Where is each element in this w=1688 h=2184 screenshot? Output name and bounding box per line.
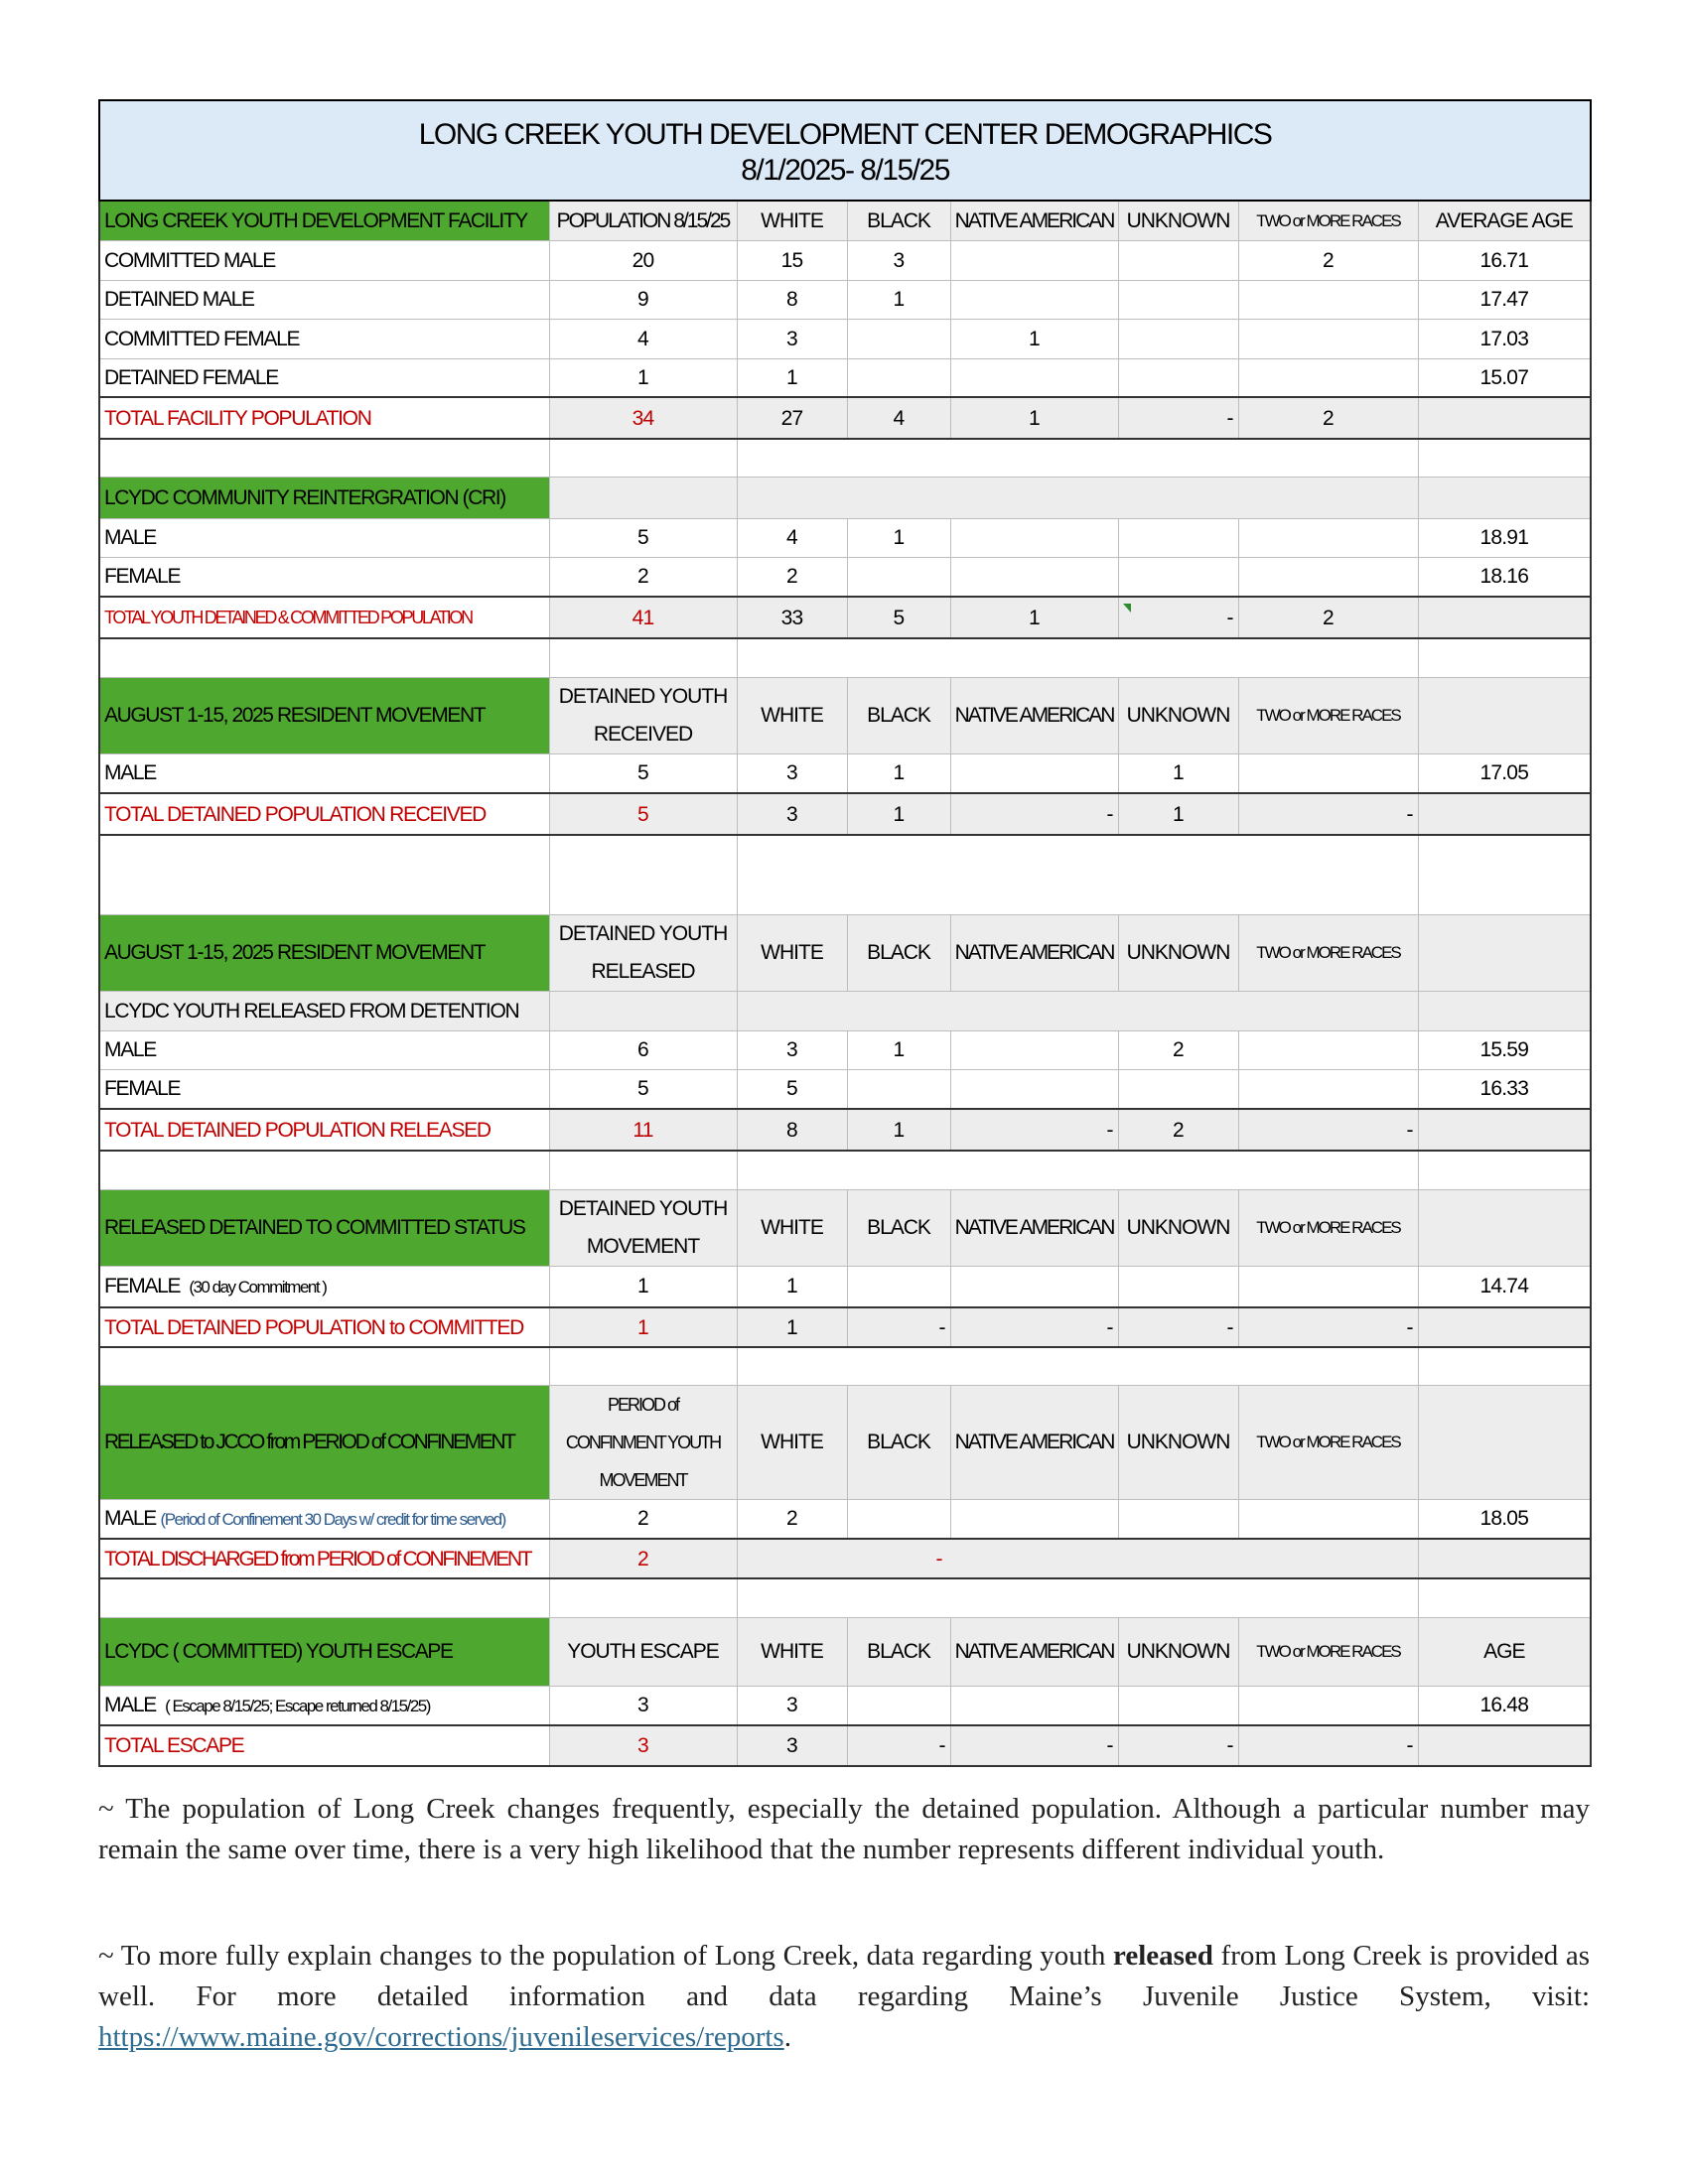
table-row bbox=[99, 1686, 1591, 1725]
native-american-cell bbox=[950, 1030, 1118, 1069]
spacer-row bbox=[99, 1347, 1591, 1385]
total-unknown: - bbox=[1118, 397, 1238, 439]
average-age-cell: 15.07 bbox=[1418, 358, 1591, 397]
note-released-data: ~ To more fully explain changes to the population of Long Creek, data regarding youth released from Long Creek is provided as well. For more detailed information and data regarding Maine’s Juvenile Justice System, visit: https://www.maine.gov/corrections/juvenileservices/reports. bbox=[98, 1940, 1590, 2053]
received-header-row bbox=[99, 677, 1591, 753]
total-age bbox=[1418, 1539, 1591, 1578]
white-cell: 3 bbox=[737, 1030, 847, 1069]
native-american-cell bbox=[950, 1686, 1118, 1725]
total-label: TOTAL YOUTH DETAINED & COMMITTED POPULATION bbox=[99, 597, 549, 638]
population-cell: 2 bbox=[549, 1499, 737, 1539]
total-two-or-more: 2 bbox=[1238, 597, 1418, 638]
two-or-more-cell bbox=[1238, 280, 1418, 319]
population-cell: 6 bbox=[549, 1030, 737, 1069]
total-age bbox=[1418, 597, 1591, 638]
cri-header-row bbox=[99, 477, 1591, 518]
table-row bbox=[99, 753, 1591, 793]
two-or-more-header: TWO or MORE RACES bbox=[1238, 201, 1418, 240]
total-label: TOTAL DETAINED POPULATION to COMMITTED bbox=[99, 1307, 549, 1347]
white-cell: 4 bbox=[737, 518, 847, 557]
unknown-cell: 1 bbox=[1118, 753, 1238, 793]
white-header: WHITE bbox=[737, 1385, 847, 1499]
total-native-american: 1 bbox=[950, 397, 1118, 439]
row-note: ( Escape 8/15/25; Escape returned 8/15/25) bbox=[165, 1697, 430, 1716]
total-population: 2 bbox=[549, 1539, 737, 1578]
facility-header-row bbox=[99, 201, 1591, 240]
released-header-row bbox=[99, 914, 1591, 991]
native-american-cell bbox=[950, 557, 1118, 597]
two-or-more-cell bbox=[1238, 319, 1418, 358]
population-cell: 1 bbox=[549, 1266, 737, 1307]
total-native-american: - bbox=[950, 1725, 1118, 1766]
black-cell bbox=[847, 557, 950, 597]
report-title: LONG CREEK YOUTH DEVELOPMENT CENTER DEMOGRAPHICS bbox=[418, 117, 1272, 151]
unknown-header: UNKNOWN bbox=[1118, 1617, 1238, 1686]
spacer-row bbox=[99, 1151, 1591, 1189]
white-cell: 3 bbox=[737, 319, 847, 358]
total-white: 3 bbox=[737, 1725, 847, 1766]
average-age-cell: 18.16 bbox=[1418, 557, 1591, 597]
total-row bbox=[99, 1307, 1591, 1347]
row-note: (30 day Commitment ) bbox=[189, 1278, 327, 1297]
white-cell: 2 bbox=[737, 557, 847, 597]
two-or-more-header: TWO or MORE RACES bbox=[1238, 1385, 1418, 1499]
unknown-cell bbox=[1118, 1069, 1238, 1109]
committed-status-header-row bbox=[99, 1189, 1591, 1266]
total-population: 34 bbox=[549, 397, 737, 439]
total-age bbox=[1418, 793, 1591, 835]
two-or-more-cell bbox=[1238, 518, 1418, 557]
total-two-or-more: - bbox=[1238, 793, 1418, 835]
black-cell bbox=[847, 1686, 950, 1725]
received-header-label: AUGUST 1-15, 2025 RESIDENT MOVEMENT bbox=[99, 677, 549, 753]
two-or-more-cell bbox=[1238, 1030, 1418, 1069]
row-label: FEMALE bbox=[99, 1069, 549, 1109]
total-white: 1 bbox=[737, 1307, 847, 1347]
total-row bbox=[99, 1109, 1591, 1151]
native-american-cell bbox=[950, 518, 1118, 557]
white-header: WHITE bbox=[737, 914, 847, 991]
table-row bbox=[99, 1030, 1591, 1069]
total-merged-dash: - bbox=[737, 1539, 1418, 1578]
total-population: 5 bbox=[549, 793, 737, 835]
two-or-more-header: TWO or MORE RACES bbox=[1238, 1189, 1418, 1266]
total-population: 41 bbox=[549, 597, 737, 638]
black-header: BLACK bbox=[847, 677, 950, 753]
total-black: 1 bbox=[847, 793, 950, 835]
total-population: 11 bbox=[549, 1109, 737, 1151]
white-cell: 5 bbox=[737, 1069, 847, 1109]
total-native-american: 1 bbox=[950, 597, 1118, 638]
total-black: 4 bbox=[847, 397, 950, 439]
row-label: MALE (Period of Confinement 30 Days w/ credit for time served) bbox=[99, 1499, 549, 1539]
black-cell: 1 bbox=[847, 518, 950, 557]
white-cell: 3 bbox=[737, 753, 847, 793]
total-native-american: - bbox=[950, 793, 1118, 835]
total-population: 3 bbox=[549, 1725, 737, 1766]
demographics-table bbox=[98, 99, 1592, 1767]
unknown-header: UNKNOWN bbox=[1118, 201, 1238, 240]
spacer-row bbox=[99, 439, 1591, 477]
spacer-row bbox=[99, 1578, 1591, 1617]
spacer-row bbox=[99, 835, 1591, 914]
native-american-cell bbox=[950, 1266, 1118, 1307]
committed-status-header-label: RELEASED DETAINED TO COMMITTED STATUS bbox=[99, 1189, 549, 1266]
total-black: 5 bbox=[847, 597, 950, 638]
black-header: BLACK bbox=[847, 1385, 950, 1499]
population-cell: 20 bbox=[549, 240, 737, 280]
native-american-cell bbox=[950, 358, 1118, 397]
released-sub-label: LCYDC YOUTH RELEASED FROM DETENTION bbox=[99, 991, 549, 1030]
released-sub-row bbox=[99, 991, 1591, 1030]
escape-header-label: LCYDC ( COMMITTED) YOUTH ESCAPE bbox=[99, 1617, 549, 1686]
unknown-cell bbox=[1118, 518, 1238, 557]
unknown-header: UNKNOWN bbox=[1118, 1385, 1238, 1499]
white-header: WHITE bbox=[737, 1617, 847, 1686]
row-label: COMMITTED FEMALE bbox=[99, 319, 549, 358]
total-unknown: 2 bbox=[1118, 1109, 1238, 1151]
total-black: - bbox=[847, 1307, 950, 1347]
two-or-more-cell: 2 bbox=[1238, 240, 1418, 280]
released-emphasis: released bbox=[1112, 1940, 1213, 1972]
native-american-cell bbox=[950, 1069, 1118, 1109]
two-or-more-cell bbox=[1238, 1686, 1418, 1725]
age-header-empty bbox=[1418, 914, 1591, 991]
unknown-cell bbox=[1118, 240, 1238, 280]
black-cell: 3 bbox=[847, 240, 950, 280]
two-or-more-header: TWO or MORE RACES bbox=[1238, 914, 1418, 991]
confinement-movement-header: PERIOD of CONFINMENT YOUTH MOVEMENT bbox=[549, 1385, 737, 1499]
black-cell: 1 bbox=[847, 1030, 950, 1069]
native-american-header: NATIVE AMERICAN bbox=[950, 1385, 1118, 1499]
native-american-cell bbox=[950, 1499, 1118, 1539]
two-or-more-cell bbox=[1238, 358, 1418, 397]
white-cell: 1 bbox=[737, 1266, 847, 1307]
confinement-header-row bbox=[99, 1385, 1591, 1499]
native-american-header: NATIVE AMERICAN bbox=[950, 1617, 1118, 1686]
total-white: 8 bbox=[737, 1109, 847, 1151]
black-cell: 1 bbox=[847, 280, 950, 319]
cri-header-label: LCYDC COMMUNITY REINTERGRATION (CRI) bbox=[99, 477, 549, 518]
youth-escape-header: YOUTH ESCAPE bbox=[549, 1617, 737, 1686]
row-label: DETAINED MALE bbox=[99, 280, 549, 319]
total-unknown: 1 bbox=[1118, 793, 1238, 835]
total-label: TOTAL DISCHARGED from PERIOD of CONFINEMENT bbox=[99, 1539, 549, 1578]
detained-released-header: DETAINED YOUTH RELEASED bbox=[549, 914, 737, 991]
black-header: BLACK bbox=[847, 1189, 950, 1266]
total-label: TOTAL DETAINED POPULATION RECEIVED bbox=[99, 793, 549, 835]
two-or-more-cell bbox=[1238, 1499, 1418, 1539]
population-cell: 1 bbox=[549, 358, 737, 397]
age-header-empty bbox=[1418, 1385, 1591, 1499]
row-label: MALE bbox=[99, 753, 549, 793]
table-row bbox=[99, 518, 1591, 557]
total-unknown: - bbox=[1118, 1307, 1238, 1347]
unknown-cell bbox=[1118, 557, 1238, 597]
total-row bbox=[99, 793, 1591, 835]
population-cell: 3 bbox=[549, 1686, 737, 1725]
native-american-cell bbox=[950, 280, 1118, 319]
unknown-cell bbox=[1118, 280, 1238, 319]
black-header: BLACK bbox=[847, 914, 950, 991]
white-cell: 8 bbox=[737, 280, 847, 319]
total-population: 1 bbox=[549, 1307, 737, 1347]
black-cell: 1 bbox=[847, 753, 950, 793]
table-row bbox=[99, 358, 1591, 397]
total-black: - bbox=[847, 1725, 950, 1766]
average-age-cell: 17.03 bbox=[1418, 319, 1591, 358]
unknown-cell bbox=[1118, 319, 1238, 358]
table-row bbox=[99, 1499, 1591, 1539]
comment-marker-icon bbox=[1123, 604, 1131, 613]
total-age bbox=[1418, 1307, 1591, 1347]
population-header: POPULATION 8/15/25 bbox=[549, 201, 737, 240]
average-age-cell: 16.48 bbox=[1418, 1686, 1591, 1725]
spacer-row bbox=[99, 638, 1591, 677]
average-age-cell: 16.71 bbox=[1418, 240, 1591, 280]
average-age-cell: 18.05 bbox=[1418, 1499, 1591, 1539]
unknown-header: UNKNOWN bbox=[1118, 1189, 1238, 1266]
table-row bbox=[99, 1069, 1591, 1109]
native-american-header: NATIVE AMERICAN bbox=[950, 1189, 1118, 1266]
title-row bbox=[99, 100, 1591, 201]
detained-movement-header: DETAINED YOUTH MOVEMENT bbox=[549, 1189, 737, 1266]
reports-link[interactable]: https://www.maine.gov/corrections/juvenileservices/reports bbox=[98, 2021, 784, 2053]
total-two-or-more: - bbox=[1238, 1109, 1418, 1151]
average-age-cell: 18.91 bbox=[1418, 518, 1591, 557]
row-label: DETAINED FEMALE bbox=[99, 358, 549, 397]
age-header: AGE bbox=[1418, 1617, 1591, 1686]
total-white: 3 bbox=[737, 793, 847, 835]
average-age-cell: 17.47 bbox=[1418, 280, 1591, 319]
detained-received-header: DETAINED YOUTH RECEIVED bbox=[549, 677, 737, 753]
average-age-cell: 14.74 bbox=[1418, 1266, 1591, 1307]
native-american-header: NATIVE AMERICAN bbox=[950, 914, 1118, 991]
total-row bbox=[99, 1725, 1591, 1766]
population-cell: 5 bbox=[549, 1069, 737, 1109]
total-white: 27 bbox=[737, 397, 847, 439]
native-american-header: NATIVE AMERICAN bbox=[950, 201, 1118, 240]
row-label: MALE bbox=[99, 1030, 549, 1069]
black-cell bbox=[847, 1266, 950, 1307]
unknown-cell bbox=[1118, 1266, 1238, 1307]
total-two-or-more: 2 bbox=[1238, 397, 1418, 439]
total-row bbox=[99, 597, 1591, 638]
total-native-american: - bbox=[950, 1109, 1118, 1151]
age-header-empty bbox=[1418, 677, 1591, 753]
row-label: MALE bbox=[99, 518, 549, 557]
white-header: WHITE bbox=[737, 1189, 847, 1266]
black-header: BLACK bbox=[847, 201, 950, 240]
row-label: FEMALE (30 day Commitment ) bbox=[99, 1266, 549, 1307]
white-cell: 1 bbox=[737, 358, 847, 397]
black-cell bbox=[847, 358, 950, 397]
black-cell bbox=[847, 1069, 950, 1109]
unknown-cell bbox=[1118, 1499, 1238, 1539]
population-cell: 5 bbox=[549, 518, 737, 557]
white-cell: 15 bbox=[737, 240, 847, 280]
native-american-cell bbox=[950, 753, 1118, 793]
row-label: COMMITTED MALE bbox=[99, 240, 549, 280]
age-header-empty bbox=[1418, 1189, 1591, 1266]
total-native-american: - bbox=[950, 1307, 1118, 1347]
two-or-more-header: TWO or MORE RACES bbox=[1238, 1617, 1418, 1686]
total-two-or-more: - bbox=[1238, 1725, 1418, 1766]
average-age-cell: 17.05 bbox=[1418, 753, 1591, 793]
total-black: 1 bbox=[847, 1109, 950, 1151]
note-population-changes: ~ The population of Long Creek changes frequently, especially the detained population. Although a particular number may remain the same over time, there is a very high likelihood that the number represents different individual youth. bbox=[98, 1793, 1590, 1865]
white-header: WHITE bbox=[737, 201, 847, 240]
total-unknown: - bbox=[1118, 597, 1238, 638]
native-american-cell: 1 bbox=[950, 319, 1118, 358]
row-note: (Period of Confinement 30 Days w/ credit for time served) bbox=[160, 1510, 505, 1530]
total-two-or-more: - bbox=[1238, 1307, 1418, 1347]
report-date-range: 8/1/2025- 8/15/25 bbox=[741, 153, 949, 187]
confinement-header-label: RELEASED to JCCO from PERIOD of CONFINEMENT bbox=[99, 1385, 549, 1499]
total-row bbox=[99, 1539, 1591, 1578]
average-age-cell: 15.59 bbox=[1418, 1030, 1591, 1069]
black-header: BLACK bbox=[847, 1617, 950, 1686]
population-cell: 5 bbox=[549, 753, 737, 793]
table-row bbox=[99, 557, 1591, 597]
two-or-more-cell bbox=[1238, 557, 1418, 597]
released-header-label: AUGUST 1-15, 2025 RESIDENT MOVEMENT bbox=[99, 914, 549, 991]
total-white: 33 bbox=[737, 597, 847, 638]
native-american-cell bbox=[950, 240, 1118, 280]
total-label: TOTAL DETAINED POPULATION RELEASED bbox=[99, 1109, 549, 1151]
table-row bbox=[99, 319, 1591, 358]
population-cell: 2 bbox=[549, 557, 737, 597]
total-label: TOTAL FACILITY POPULATION bbox=[99, 397, 549, 439]
black-cell bbox=[847, 319, 950, 358]
unknown-cell bbox=[1118, 358, 1238, 397]
total-age bbox=[1418, 397, 1591, 439]
table-row bbox=[99, 240, 1591, 280]
total-age bbox=[1418, 1725, 1591, 1766]
unknown-cell bbox=[1118, 1686, 1238, 1725]
average-age-header: AVERAGE AGE bbox=[1418, 201, 1591, 240]
white-header: WHITE bbox=[737, 677, 847, 753]
table-row bbox=[99, 280, 1591, 319]
row-label: MALE ( Escape 8/15/25; Escape returned 8/15/25) bbox=[99, 1686, 549, 1725]
native-american-header: NATIVE AMERICAN bbox=[950, 677, 1118, 753]
escape-header-row bbox=[99, 1617, 1591, 1686]
two-or-more-cell bbox=[1238, 1069, 1418, 1109]
two-or-more-header: TWO or MORE RACES bbox=[1238, 677, 1418, 753]
two-or-more-cell bbox=[1238, 1266, 1418, 1307]
white-cell: 2 bbox=[737, 1499, 847, 1539]
unknown-cell: 2 bbox=[1118, 1030, 1238, 1069]
population-cell: 9 bbox=[549, 280, 737, 319]
total-label: TOTAL ESCAPE bbox=[99, 1725, 549, 1766]
total-age bbox=[1418, 1109, 1591, 1151]
population-cell: 4 bbox=[549, 319, 737, 358]
total-row bbox=[99, 397, 1591, 439]
table-row bbox=[99, 1266, 1591, 1307]
black-cell bbox=[847, 1499, 950, 1539]
unknown-header: UNKNOWN bbox=[1118, 677, 1238, 753]
two-or-more-cell bbox=[1238, 753, 1418, 793]
row-label: FEMALE bbox=[99, 557, 549, 597]
unknown-header: UNKNOWN bbox=[1118, 914, 1238, 991]
facility-header-label: LONG CREEK YOUTH DEVELOPMENT FACILITY bbox=[99, 201, 549, 240]
total-unknown: - bbox=[1118, 1725, 1238, 1766]
white-cell: 3 bbox=[737, 1686, 847, 1725]
average-age-cell: 16.33 bbox=[1418, 1069, 1591, 1109]
